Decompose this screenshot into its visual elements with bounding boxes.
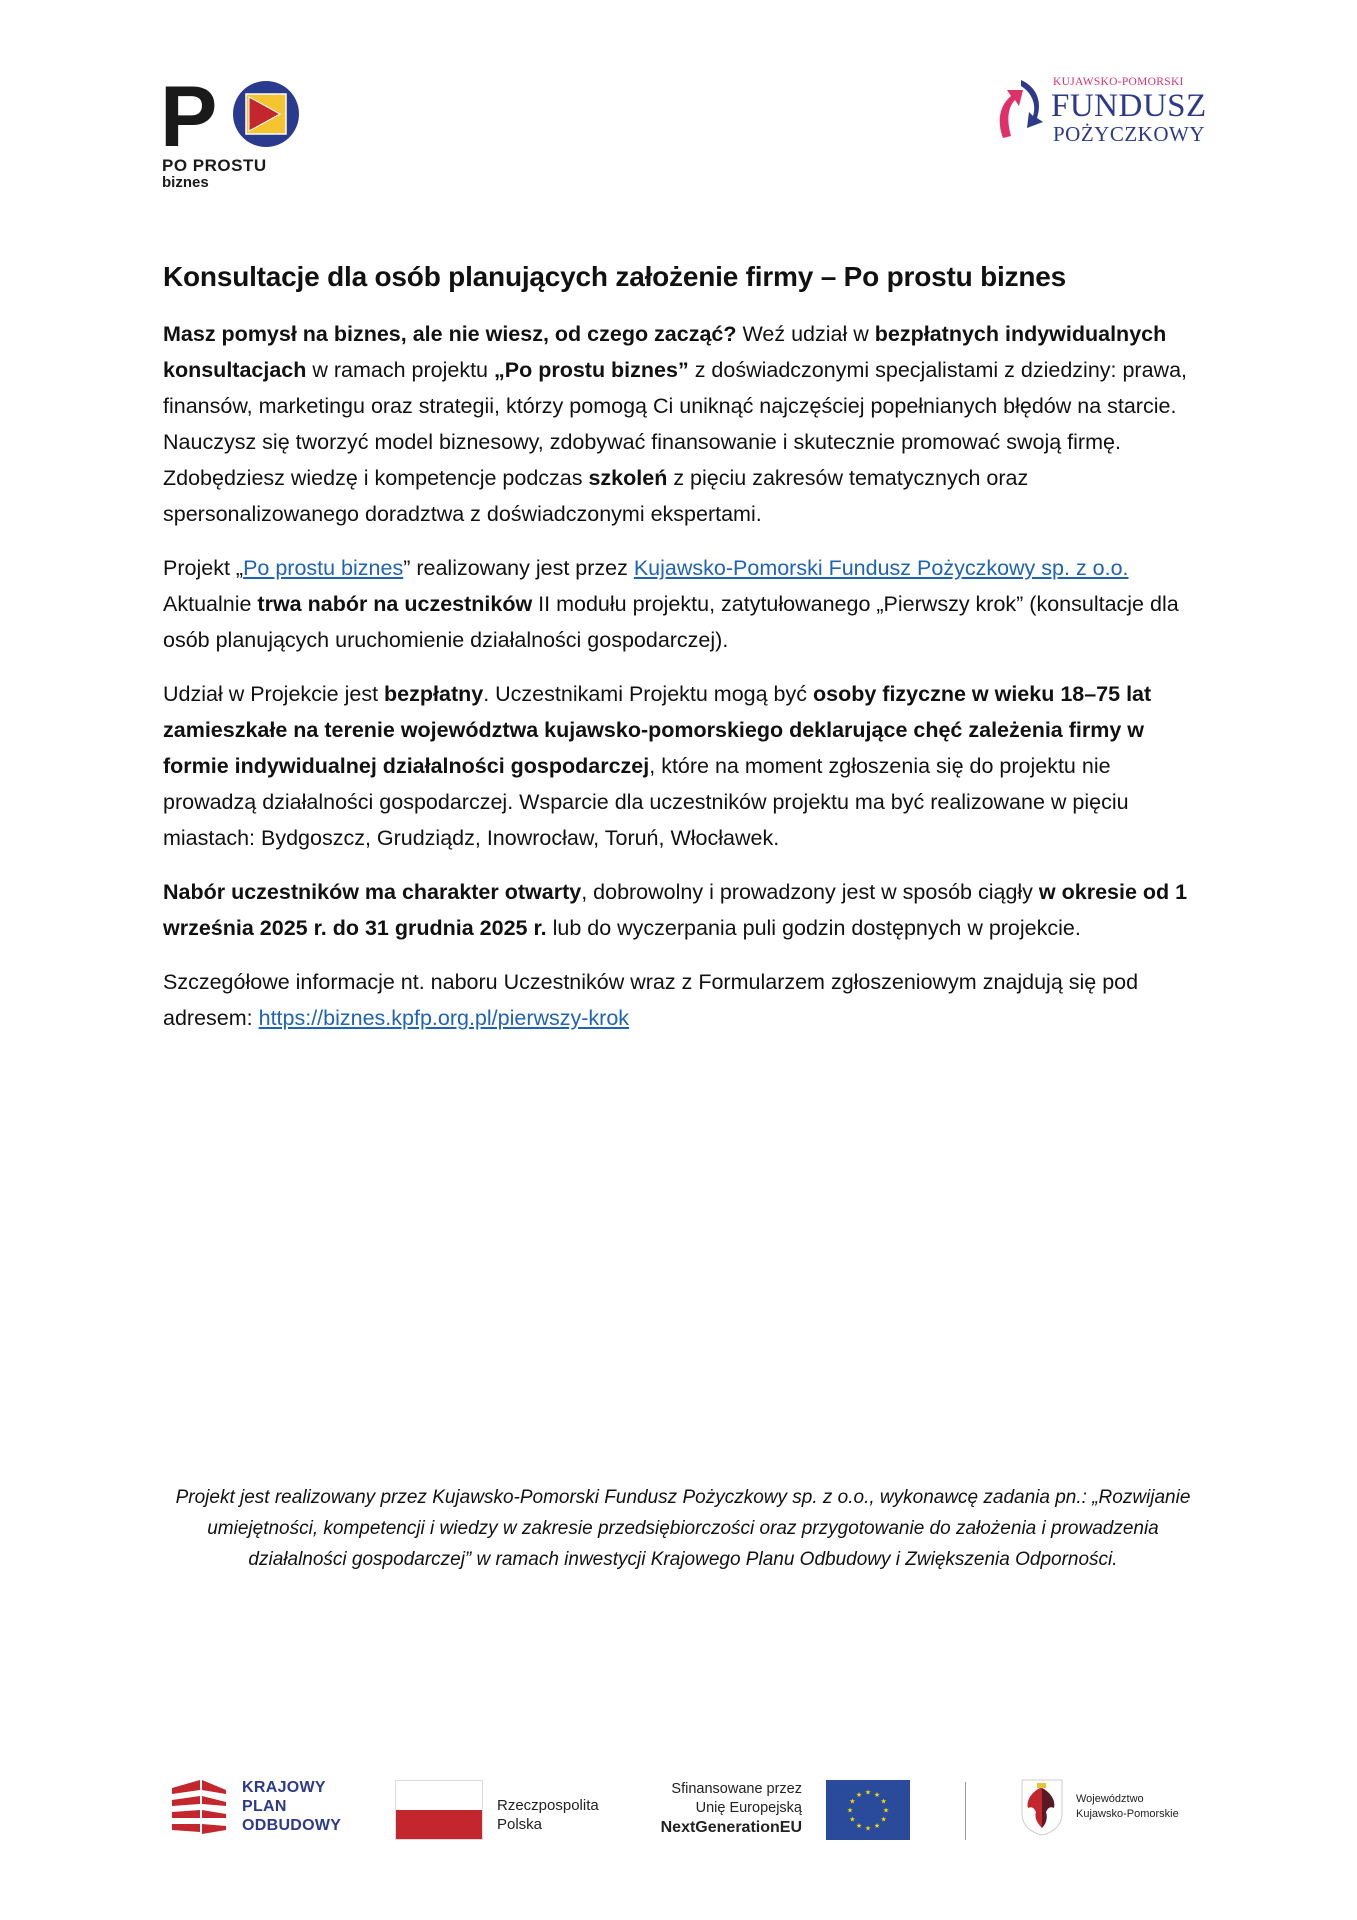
eu-flag-icon: [826, 1780, 910, 1840]
woj-line2: Kujawsko-Pomorskie: [1076, 1808, 1179, 1820]
text: Udział w Projekcie jest: [163, 682, 385, 706]
paragraph-project: [163, 550, 1203, 658]
rp-logo: [395, 1780, 635, 1840]
text: z pięciu zakresów tematycznych oraz spersonalizowanego doradztwa z doświadczonymi ekspertami.: [163, 466, 1029, 526]
eu-star-icon: ★: [864, 1825, 872, 1833]
wojewodztwo-text: [1076, 1792, 1179, 1822]
eu-logo: [650, 1780, 910, 1842]
bold-text: Masz pomysł na biznes, ale nie wiesz, od czego zacząć?: [163, 322, 737, 346]
eu-star-icon: ★: [873, 1823, 881, 1831]
footer-note: Projekt jest realizowany przez Kujawsko-Pomorski Fundusz Pożyczkowy sp. z o.o., wykonawcę zadania pn.: „Rozwijanie umiejętności, kompetencji i wiedzy w zakresie przedsiębiorczości oraz przygotowanie do założenia i prowadzenia działalności gospodarczej” w ramach inwestycji Krajowego Planu Odbudowy i Zwiększenia Odporności.: [175, 1487, 1191, 1570]
eu-star-icon: ★: [864, 1789, 872, 1797]
bold-text: trwa nabór na uczestników: [257, 592, 533, 616]
polish-flag-icon: [395, 1780, 483, 1840]
eu-star-icon: ★: [855, 1823, 863, 1831]
eu-line3: NextGenerationEU: [660, 1819, 802, 1836]
wojewodztwo-logo: [1020, 1778, 1200, 1842]
link-kpfp[interactable]: Kujawsko-Pomorski Fundusz Pożyczkowy sp. z o.o.: [633, 556, 1129, 580]
link-pierwszy-krok[interactable]: https://biznes.kpfp.org.pl/pierwszy-krok: [258, 1006, 630, 1030]
eu-star-icon: ★: [846, 1807, 854, 1815]
funding-logos: [170, 1770, 1200, 1850]
text: II modułu projektu, zatytułowanego „Pierwszy krok” (konsultacje dla osób planujących uruchomienie działalności gospodarczej).: [163, 592, 1179, 652]
text: ” realizowany jest przez: [403, 556, 634, 580]
kpo-line1: KRAJOWY: [242, 1779, 326, 1796]
kpfp-logo-line3: POŻYCZKOWY: [1053, 122, 1205, 146]
page-title: Konsultacje dla osób planujących założenie firmy – Po prostu biznes: [163, 261, 1067, 292]
bold-text: bezpłatnych indywidualnych konsultacjach: [163, 322, 1167, 382]
text: , dobrowolny i prowadzony jest w sposób ciągły: [581, 880, 1039, 904]
po-prostu-biznes-logo: [160, 69, 300, 191]
link-po-prostu-biznes[interactable]: Po prostu biznes: [243, 556, 404, 580]
rp-line2: Polska: [497, 1816, 543, 1833]
kpo-logo: [170, 1778, 370, 1842]
text: Aktualnie: [163, 592, 258, 616]
paragraph-details: [163, 964, 1203, 1036]
eu-star-icon: ★: [849, 1816, 856, 1824]
logo-letter-p: P: [160, 69, 216, 165]
bold-text: Nabór uczestników ma charakter otwarty: [163, 880, 582, 904]
eu-star-icon: ★: [855, 1791, 863, 1799]
kpfp-logo-line1: KUJAWSKO-POMORSKI: [1053, 76, 1184, 88]
eu-line2: Unię Europejską: [695, 1800, 802, 1816]
bold-text: bezpłatny: [384, 682, 484, 706]
kpo-logo-text: [242, 1778, 341, 1835]
eu-star-icon: ★: [849, 1798, 856, 1806]
text: lub do wyczerpania puli godzin dostępnych w projekcie.: [546, 916, 1081, 940]
play-icon: [232, 80, 300, 148]
arrows-icon: [995, 78, 1045, 140]
logo-divider: [965, 1782, 966, 1840]
eu-star-icon: ★: [873, 1791, 881, 1799]
eu-logo-text: [661, 1780, 802, 1837]
kpo-line2: PLAN: [242, 1798, 287, 1815]
woj-line1: Województwo: [1076, 1793, 1144, 1805]
document-body: [163, 258, 1203, 1036]
bold-text: w okresie od 1 września 2025 r. do 31 grudnia 2025 r.: [163, 880, 1188, 940]
kpfp-logo: [995, 72, 1215, 152]
eu-star-icon: ★: [880, 1798, 887, 1806]
coat-of-arms-icon: [1020, 1778, 1064, 1836]
bold-text: „Po prostu biznes”: [494, 358, 689, 382]
paragraph-eligibility: [163, 676, 1203, 856]
rp-logo-text: [497, 1796, 599, 1834]
logo-text-po-prostu: PO PROSTU: [162, 156, 267, 175]
bold-text: osoby fizyczne w wieku 18–75 lat zamieszkałe na terenie województwa kujawsko-pomorskiego deklarujące chęć zależenia firmy w formie indywidualnej działalności gospodarczej: [163, 682, 1152, 778]
kpo-line3: ODBUDOWY: [242, 1817, 342, 1834]
eu-star-icon: ★: [882, 1807, 890, 1815]
text: Weź udział w: [736, 322, 875, 346]
text: . Uczestnikami Projektu mogą być: [483, 682, 813, 706]
text: w ramach projektu: [306, 358, 494, 382]
paragraph-intro: [163, 316, 1203, 532]
kpfp-logo-line2: FUNDUSZ: [1051, 88, 1207, 124]
rp-line1: Rzeczpospolita: [497, 1797, 599, 1814]
bold-text: szkoleń: [588, 466, 668, 490]
text: Szczegółowe informacje nt. naboru Uczestników wraz z Formularzem zgłoszeniowym znajdują się pod adresem:: [163, 970, 1139, 1030]
text: z doświadczonymi specjalistami z dziedziny: prawa, finansów, marketingu oraz strategii, którzy pomogą Ci uniknąć najczęściej popełnianych błędów na starcie. Nauczysz się tworzyć model biznesowy, zdobywać finansowanie i skutecznie promować swoją firmę. Zdobędziesz wiedzę i kompetencje podczas: [163, 358, 1187, 490]
logo-text-biznes: biznes: [162, 174, 209, 191]
paragraph-recruitment: [163, 874, 1203, 946]
text: , które na moment zgłoszenia się do projektu nie prowadzą działalności gospodarczej. Wsparcie dla uczestników projektu ma być realizowane w pięciu miastach: Bydgoszcz, Grudziądz, Inowrocław, Toruń, Włocławek.: [163, 754, 1129, 850]
eu-line1: Sfinansowane przez: [671, 1781, 802, 1797]
eu-star-icon: ★: [880, 1816, 887, 1824]
text: Projekt „: [163, 556, 244, 580]
kpo-building-icon: [170, 1778, 230, 1840]
